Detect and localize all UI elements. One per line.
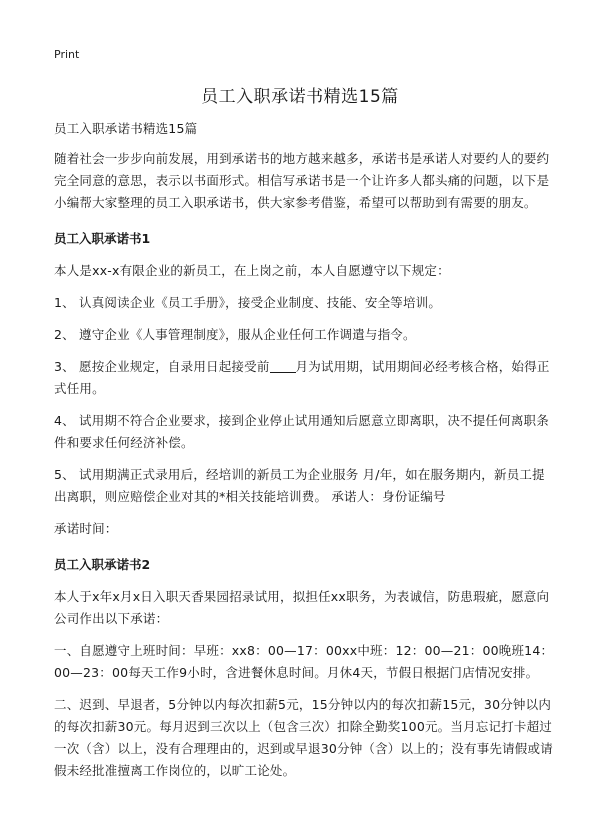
- section1-lead: 本人是xx-x有限企业的新员工，在上岗之前，本人自愿遵守以下规定：: [54, 263, 450, 278]
- section1-item-3-pre: 3、 愿按企业规定，自录用日起接受前: [54, 359, 270, 374]
- section1-item-3: [54, 356, 554, 400]
- fill-in-blank: [270, 360, 296, 373]
- section-heading-1: 员工入职承诺书1: [54, 231, 151, 246]
- intro-paragraph: 随着社会一步步向前发展，用到承诺书的地方越来越多，承诺书是承诺人对要约人的要约完全同意的意思，表示以书面形式。相信写承诺书是一个让许多人都头痛的问题，以下是小编帮大家整理的员工入职承诺书，供大家参考借鉴，希望可以帮助到有需要的朋友。: [54, 151, 550, 210]
- section1-item-4: 4、 试用期不符合企业要求，接到企业停止试用通知后愿意立即离职，决不提任何离职条件和要求任何经济补偿。: [54, 413, 549, 450]
- section1-item-5: 5、 试用期满正式录用后，经培训的新员工为企业服务 月/年，如在服务期内，新员工提出离职，则应赔偿企业对其的*相关技能培训费。 承诺人：身份证编号: [54, 467, 545, 504]
- section1-item-2: 2、 遵守企业《人事管理制度》，服从企业任何工作调遣与指令。: [54, 327, 416, 342]
- section1-sign-time: 承诺时间：: [54, 521, 118, 536]
- document-subtitle: 员工入职承诺书精选15篇: [54, 121, 198, 136]
- section2-item-1: 一、自愿遵守上班时间：早班：xx8：00—17：00xx中班：12：00—21：00晚班14：00—23：00每天工作9小时，含进餐休息时间。月休4天，节假日根据门店情况安排。: [54, 643, 554, 680]
- print-link[interactable]: Print: [54, 48, 80, 61]
- section2-item-2: 二、迟到、早退者，5分钟以内每次扣薪5元，15分钟以内的每次扣薪15元，30分钟以内的每次扣薪30元。每月迟到三次以上（包含三次）扣除全勤奖100元。当月忘记打卡超过一次（含）以上，没有合理理由的，迟到或早退30分钟（含）以上的；没有事先请假或请假未经批准擅离工作岗位的，以旷工论处。: [54, 697, 553, 778]
- document-body: [54, 118, 554, 792]
- section2-lead: 本人于x年x月x日入职天香果园招录试用，拟担任xx职务，为表诚信，防患瑕疵，愿意向公司作出以下承诺：: [54, 589, 550, 626]
- section1-item-1: 1、 认真阅读企业《员工手册》，接受企业制度、技能、安全等培训。: [54, 295, 442, 310]
- section-heading-2: 员工入职承诺书2: [54, 557, 151, 572]
- page-title: 员工入职承诺书精选15篇: [201, 87, 399, 107]
- section1-item-3-post: 月为试用期，试用期间必经考核合格，始得正式任用。: [54, 359, 550, 396]
